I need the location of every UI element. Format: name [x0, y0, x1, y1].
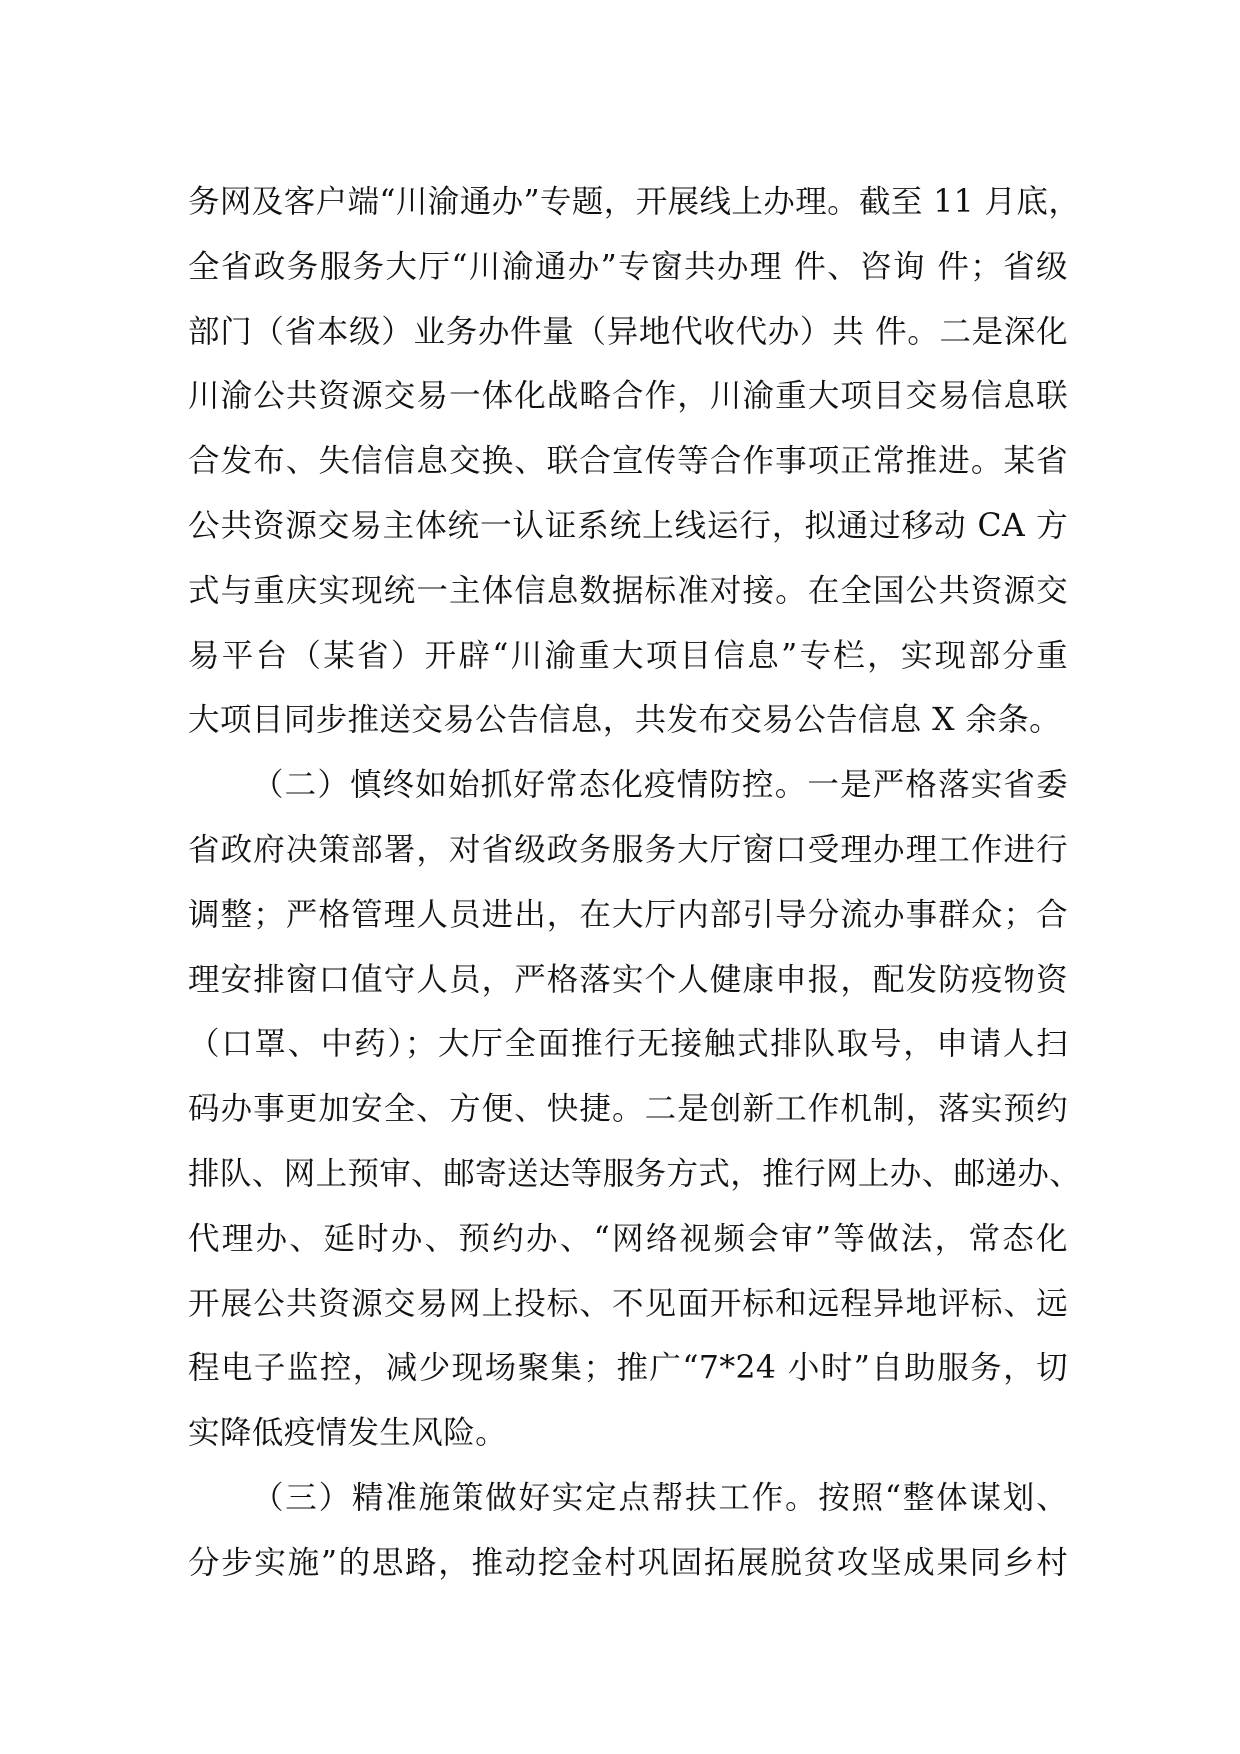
text-line: （二）慎终如始抓好常态化疫情防控。一是严格落实省委 [252, 767, 1068, 804]
text-line: 部门（省本级）业务办件量（异地代收代办）共 件。二是深化 [188, 313, 1068, 350]
body-text [188, 170, 1082, 1596]
text-line: 代理办、延时办、预约办、“网络视频会审”等做法，常态化 [188, 1220, 1068, 1257]
text-line: 开展公共资源交易网上投标、不见面开标和远程异地评标、远 [188, 1285, 1068, 1322]
text-line: 合发布、失信信息交换、联合宣传等合作事项正常推进。某省 [188, 443, 1068, 480]
text-line: 全省政务服务大厅“川渝通办”专窗共办理 件、咨询 件；省级 [188, 248, 1068, 285]
text-line: 省政府决策部署，对省级政务服务大厅窗口受理办理工作进行 [188, 831, 1068, 868]
text-line: 式与重庆实现统一主体信息数据标准对接。在全国公共资源交 [188, 572, 1068, 609]
text-line: 大项目同步推送交易公告信息，共发布交易公告信息 X 余条。 [188, 702, 1062, 739]
text-line: 程电子监控，减少现场聚集；推广“7*24 小时”自助服务，切 [188, 1350, 1068, 1387]
text-line: 分步实施”的思路，推动挖金村巩固拓展脱贫攻坚成果同乡村 [188, 1544, 1068, 1581]
text-line: 排队、网上预审、邮寄送达等服务方式，推行网上办、邮递办、 [188, 1155, 1082, 1192]
text-line: 务网及客户端“川渝通办”专题，开展线上办理。截至 11 月底， [188, 184, 1081, 220]
text-line: 码办事更加安全、方便、快捷。二是创新工作机制，落实预约 [188, 1091, 1068, 1128]
text-line: 易平台（某省）开辟“川渝重大项目信息”专栏，实现部分重 [188, 637, 1068, 674]
text-line: （口罩、中药）；大厅全面推行无接触式排队取号，申请人扫 [188, 1026, 1068, 1063]
text-line: 实降低疫情发生风险。 [188, 1415, 508, 1452]
text-line: 理安排窗口值守人员，严格落实个人健康申报，配发防疫物资 [188, 961, 1068, 998]
text-line: 川渝公共资源交易一体化战略合作，川渝重大项目交易信息联 [188, 378, 1068, 415]
text-line: 调整；严格管理人员进出，在大厅内部引导分流办事群众；合 [188, 896, 1068, 933]
text-line: 公共资源交易主体统一认证系统上线运行，拟通过移动 CA 方 [188, 507, 1068, 544]
text-line: （三）精准施策做好实定点帮扶工作。按照“整体谋划、 [252, 1479, 1068, 1516]
